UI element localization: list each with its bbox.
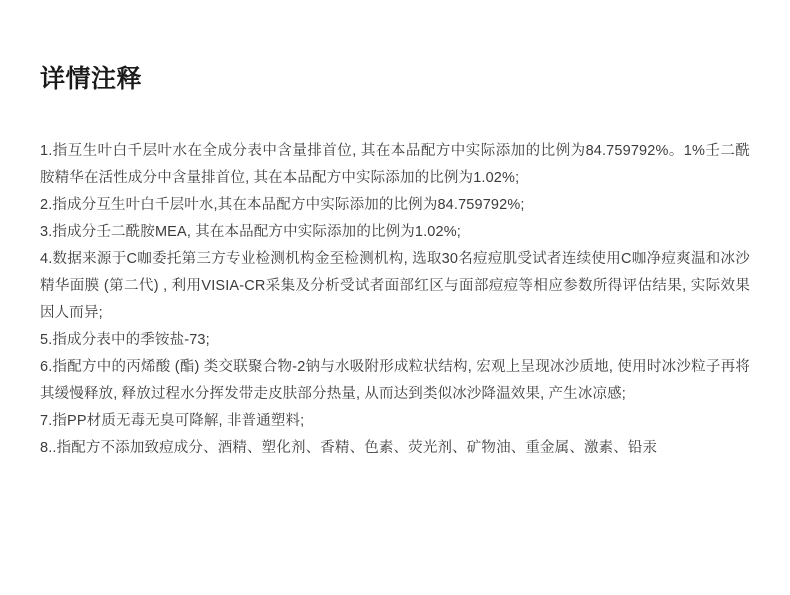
note-item: 1.指互生叶白千层叶水在全成分表中含量排首位, 其在本品配方中实际添加的比例为84.759792%。1%壬二酰胺精华在活性成分中含量排首位, 其在本品配方中实际添加的比例为1.02%; [40,143,750,186]
note-item: 2.指成分互生叶白千层叶水,其在本品配方中实际添加的比例为84.759792%; [40,197,525,213]
note-item: 4.数据来源于C咖委托第三方专业检测机构金至检测机构, 选取30名痘痘肌受试者连续使用C咖净痘爽温和冰沙精华面膜 (第二代) , 利用VISIA-CR采集及分析受试者面部红区与面部痘痘等相应参数所得评估结果, 实际效果因人而异; [40,251,750,321]
note-item: 7.指PP材质无毒无臭可降解, 非普通塑料; [40,413,305,429]
note-item: 6.指配方中的丙烯酸 (酯) 类交联聚合物-2钠与水吸附形成粒状结构, 宏观上呈现冰沙质地, 使用时冰沙粒子再将其缓慢释放, 释放过程水分挥发带走皮肤部分热量, 从而达到类似冰沙降温效果, 产生冰凉感; [40,359,750,402]
page-title: 详情注释 [40,65,143,93]
notes-list [40,138,750,462]
note-item: 8..指配方不添加致痘成分、酒精、塑化剂、香精、色素、荧光剂、矿物油、重金属、激素、铅汞 [40,440,658,456]
note-item: 3.指成分壬二酰胺MEA, 其在本品配方中实际添加的比例为1.02%; [40,224,461,240]
note-item: 5.指成分表中的季铵盐-73; [40,332,210,348]
